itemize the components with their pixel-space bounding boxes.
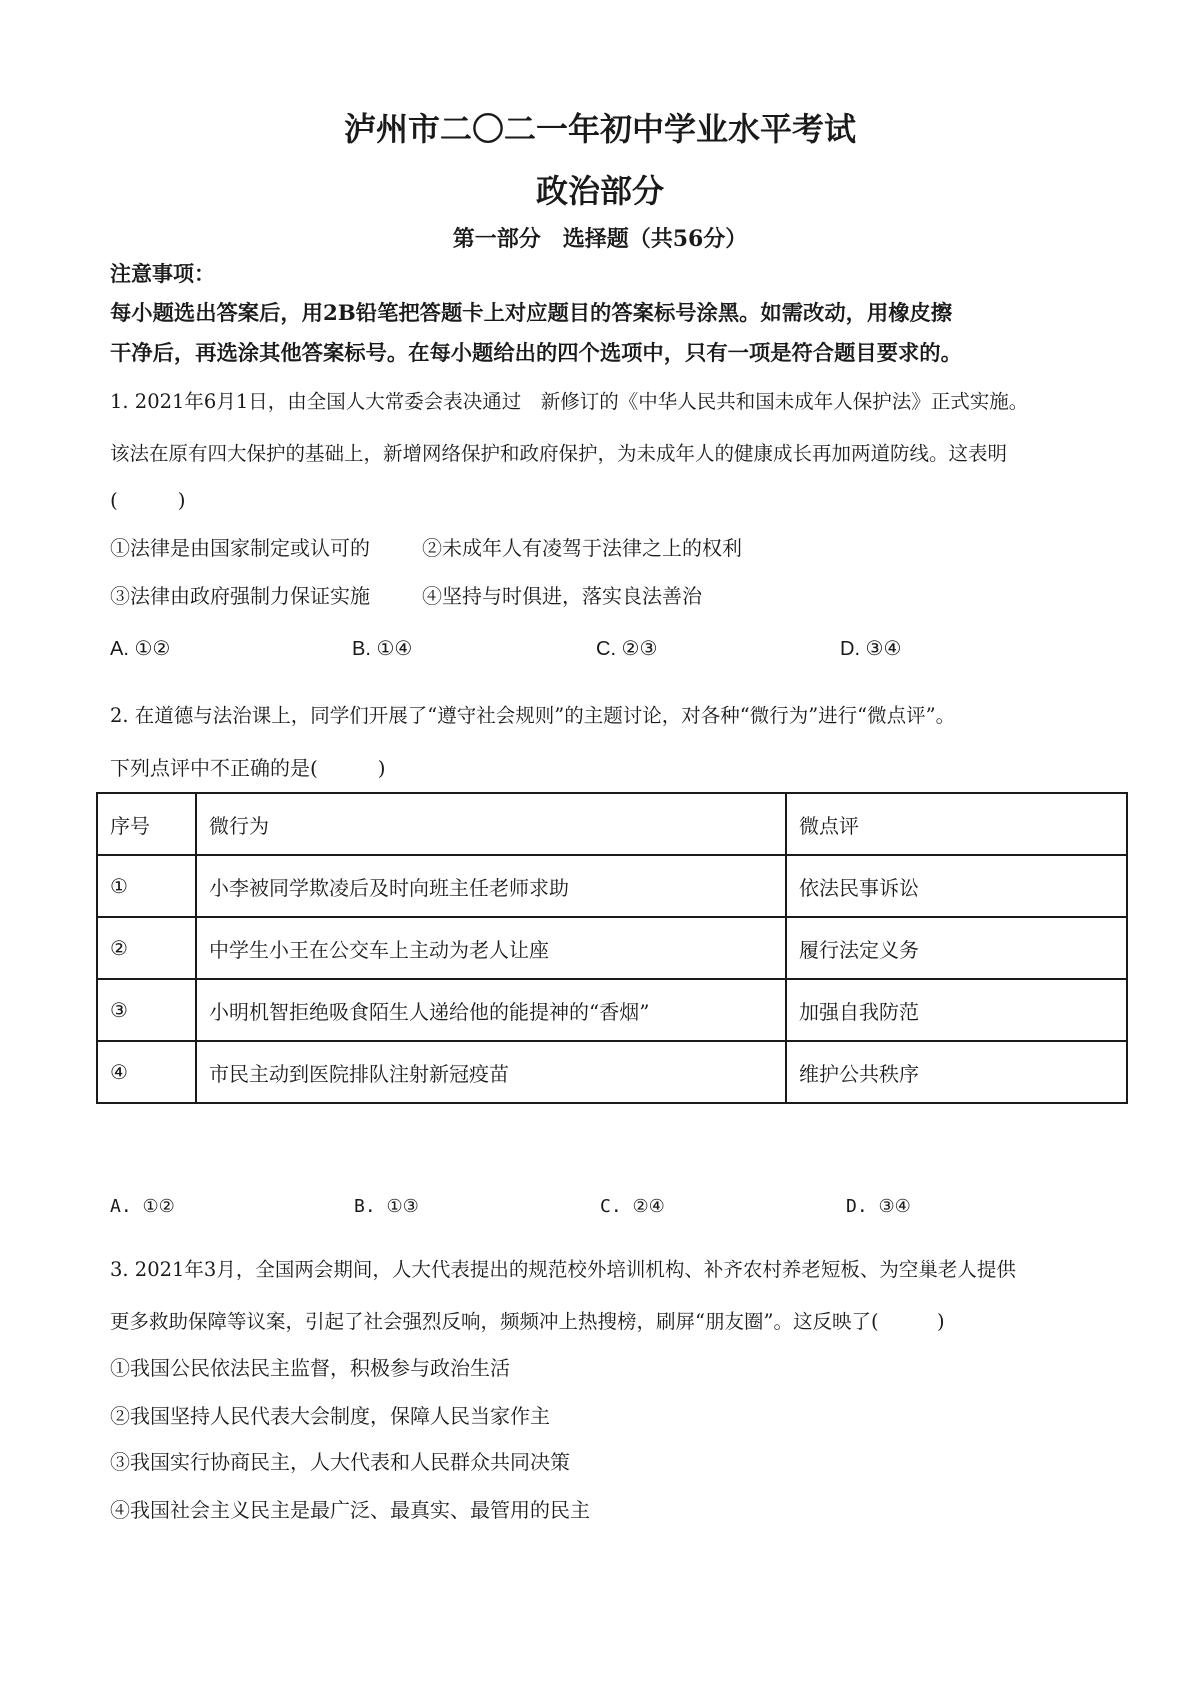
notice-heading: 注意事项： — [110, 261, 215, 286]
q2-option-c: C. ②④ — [600, 1196, 665, 1217]
q3-statement-4: ④我国社会主义民主是最广泛、最真实、最管用的民主 — [110, 1498, 590, 1522]
table-row — [97, 855, 1127, 917]
q2-option-d: D. ③④ — [846, 1196, 911, 1217]
q2-option-a: A. ①② — [110, 1196, 175, 1217]
table-row — [97, 979, 1127, 1041]
q1-statement-3: ③法律由政府强制力保证实施 — [110, 584, 370, 608]
table-cell: 中学生小王在公交车上主动为老人让座 — [196, 917, 786, 979]
q2-table — [96, 792, 1128, 1104]
q1-option-c: C. ②③ — [596, 638, 658, 660]
table-cell: 小明机智拒绝吸食陌生人递给他的能提神的“香烟” — [196, 979, 786, 1041]
table-header-row — [97, 793, 1127, 855]
q2-stem-line-1: 2. 在道德与法治课上，同学们开展了“遵守社会规则”的主题讨论，对各种“微行为”进行“微点评”。 — [110, 704, 956, 727]
table-cell: 小李被同学欺凌后及时向班主任老师求助 — [196, 855, 786, 917]
section-heading: 第一部分 选择题（共56分） — [452, 226, 748, 252]
table-header-cell: 序号 — [97, 793, 196, 855]
q1-statement-2: ②未成年人有凌驾于法律之上的权利 — [422, 536, 742, 560]
table-cell: ③ — [97, 979, 196, 1041]
table-cell: ① — [97, 855, 196, 917]
table-cell: 依法民事诉讼 — [786, 855, 1127, 917]
table-header-cell: 微行为 — [196, 793, 786, 855]
table-cell: ② — [97, 917, 196, 979]
q3-statement-3: ③我国实行协商民主，人大代表和人民群众共同决策 — [110, 1450, 570, 1474]
q2-option-b: B. ①③ — [354, 1196, 419, 1217]
notice-line-2: 干净后，再选涂其他答案标号。在每小题给出的四个选项中，只有一项是符合题目要求的。 — [110, 341, 962, 366]
q1-option-d: D. ③④ — [840, 638, 902, 660]
table-cell: ④ — [97, 1041, 196, 1103]
exam-subtitle: 政治部分 — [535, 172, 664, 210]
q1-stem-line-1: 1. 2021年6月1日，由全国人大常委会表决通过 新修订的《中华人民共和国未成年人保护法》正式实施。 — [110, 390, 1029, 413]
q1-option-b: B. ①④ — [352, 638, 413, 660]
q1-option-a: A. ①② — [110, 638, 171, 660]
exam-title: 泸州市二〇二一年初中学业水平考试 — [343, 110, 856, 148]
q3-stem-line-1: 3. 2021年3月，全国两会期间，人大代表提出的规范校外培训机构、补齐农村养老短板、为空巢老人提供 — [110, 1258, 1016, 1281]
table-cell: 履行法定义务 — [786, 917, 1127, 979]
q3-stem-line-2: 更多救助保障等议案，引起了社会强烈反响，频频冲上热搜榜，刷屏“朋友圈”。这反映了( ) — [110, 1310, 945, 1333]
table-cell: 市民主动到医院排队注射新冠疫苗 — [196, 1041, 786, 1103]
table-cell: 加强自我防范 — [786, 979, 1127, 1041]
q1-statement-4: ④坚持与时俱进，落实良法善治 — [422, 584, 702, 608]
notice-line-1: 每小题选出答案后，用2B铅笔把答题卡上对应题目的答案标号涂黑。如需改动，用橡皮擦 — [110, 301, 953, 326]
q3-statement-2: ②我国坚持人民代表大会制度，保障人民当家作主 — [110, 1404, 550, 1428]
table-row — [97, 1041, 1127, 1103]
table-row — [97, 917, 1127, 979]
table-cell: 维护公共秩序 — [786, 1041, 1127, 1103]
table-header-cell: 微点评 — [786, 793, 1127, 855]
q1-statement-1: ①法律是由国家制定或认可的 — [110, 536, 370, 560]
q1-answer-blank: ( ) — [110, 488, 186, 512]
q1-stem-line-2: 该法在原有四大保护的基础上，新增网络保护和政府保护，为未成年人的健康成长再加两道防线。这表明 — [110, 442, 1008, 465]
q2-stem-line-2: 下列点评中不正确的是( ) — [110, 756, 386, 780]
q3-statement-1: ①我国公民依法民主监督，积极参与政治生活 — [110, 1356, 510, 1380]
